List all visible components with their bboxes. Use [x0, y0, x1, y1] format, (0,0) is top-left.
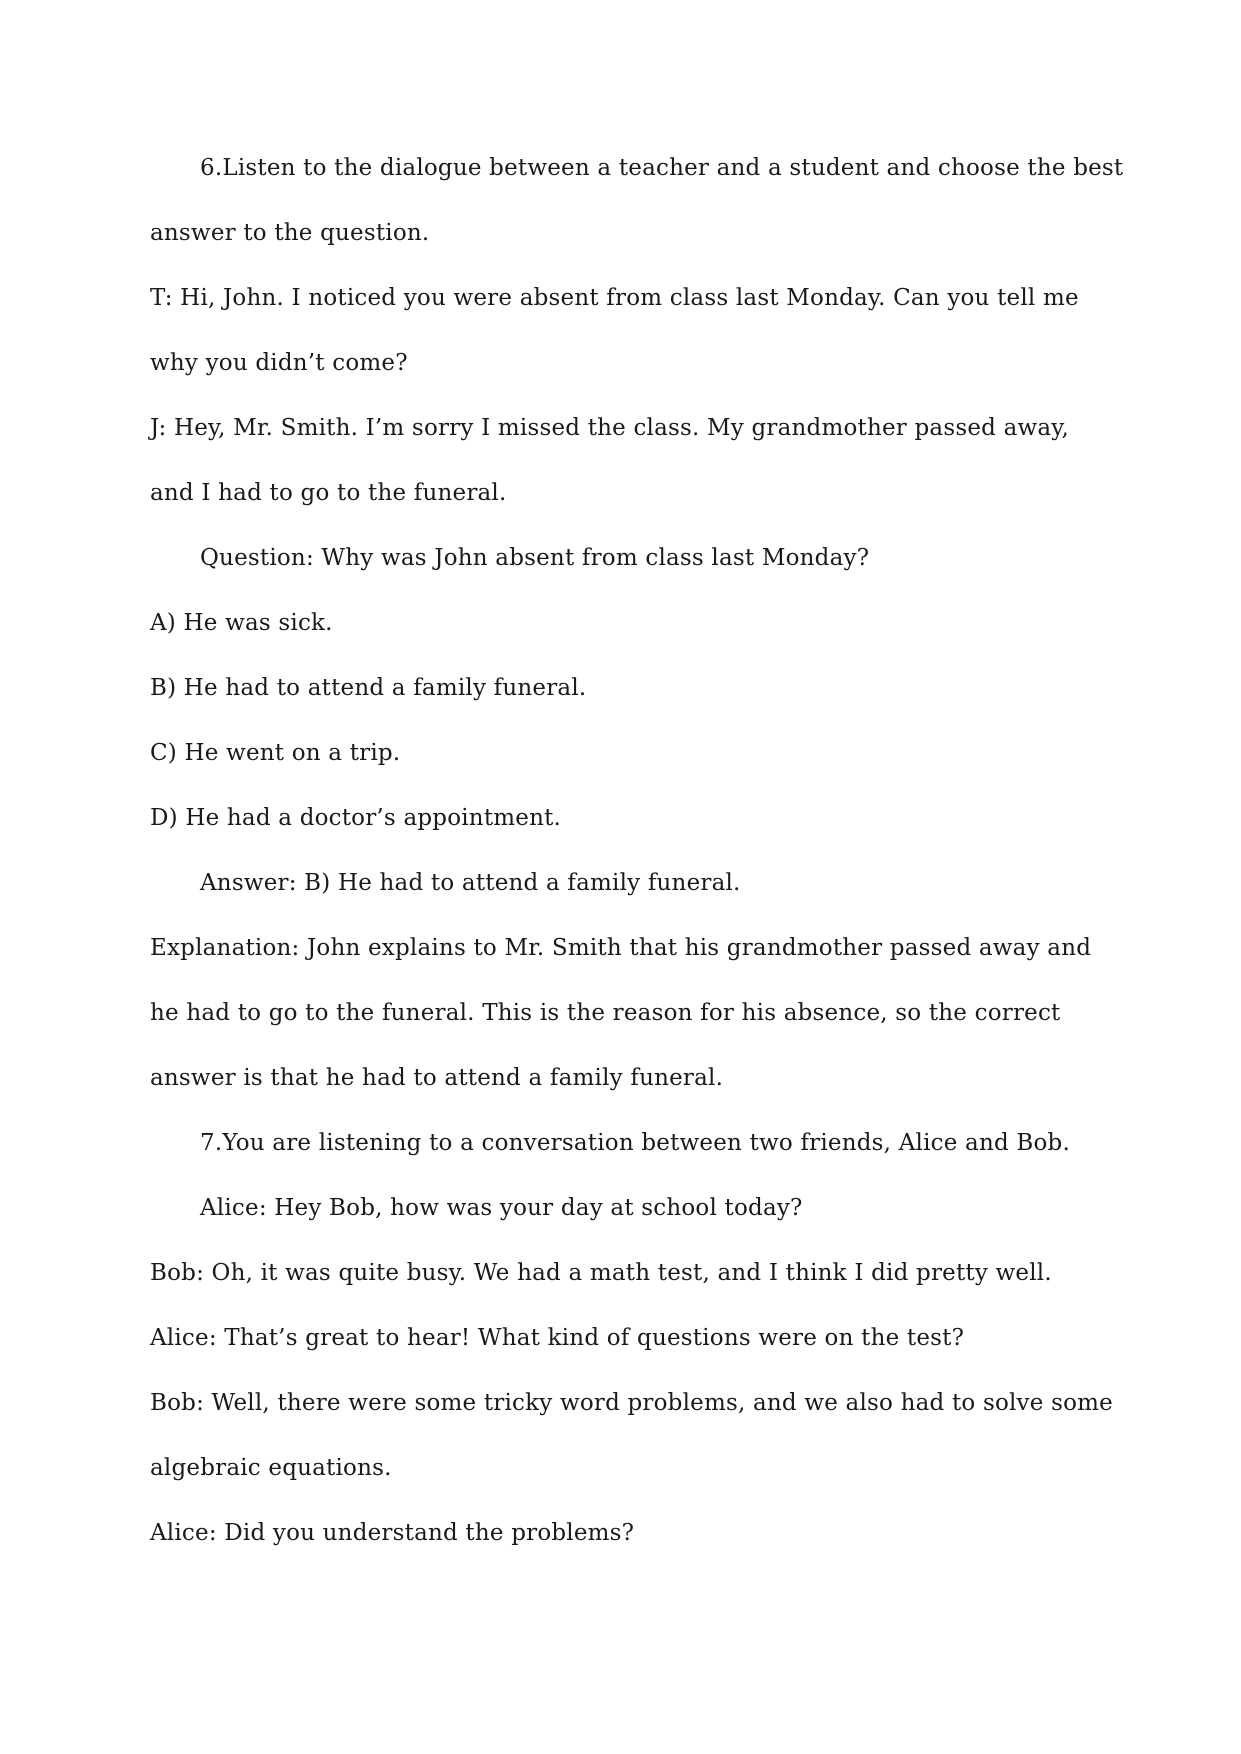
option-b: B) He had to attend a family funeral. — [150, 675, 587, 701]
option-c: C) He went on a trip. — [150, 740, 401, 766]
explanation-line-2: he had to go to the funeral. This is the reason for his absence, so the correct — [150, 1000, 1061, 1026]
bob-dialogue-line-2a: Bob: Well, there were some tricky word problems, and we also had to solve some — [150, 1390, 1113, 1416]
bob-dialogue-line-1: Bob: Oh, it was quite busy. We had a math test, and I think I did pretty well. — [150, 1260, 1052, 1286]
question-7-prompt: 7.You are listening to a conversation between two friends, Alice and Bob. — [200, 1130, 1070, 1156]
answer-line: Answer: B) He had to attend a family funeral. — [200, 870, 741, 896]
teacher-dialogue-line-1: T: Hi, John. I noticed you were absent from class last Monday. Can you tell me — [150, 285, 1079, 311]
option-a: A) He was sick. — [150, 610, 333, 636]
bob-dialogue-line-2b: algebraic equations. — [150, 1455, 392, 1481]
john-dialogue-line-1: J: Hey, Mr. Smith. I’m sorry I missed the class. My grandmother passed away, — [150, 415, 1069, 441]
john-dialogue-line-2: and I had to go to the funeral. — [150, 480, 507, 506]
question-6-prompt-line-2: answer to the question. — [150, 220, 430, 246]
question-line: Question: Why was John absent from class last Monday? — [200, 545, 870, 571]
option-d: D) He had a doctor’s appointment. — [150, 805, 562, 831]
alice-dialogue-line-2: Alice: That’s great to hear! What kind of questions were on the test? — [150, 1325, 965, 1351]
explanation-line-1: Explanation: John explains to Mr. Smith that his grandmother passed away and — [150, 935, 1092, 961]
question-6-prompt-line-1: 6.Listen to the dialogue between a teacher and a student and choose the best — [200, 155, 1124, 181]
alice-dialogue-line-3: Alice: Did you understand the problems? — [150, 1520, 635, 1546]
alice-dialogue-line-1: Alice: Hey Bob, how was your day at school today? — [200, 1195, 803, 1221]
explanation-line-3: answer is that he had to attend a family funeral. — [150, 1065, 724, 1091]
document-page — [150, 136, 1124, 1566]
teacher-dialogue-line-2: why you didn’t come? — [150, 350, 408, 376]
